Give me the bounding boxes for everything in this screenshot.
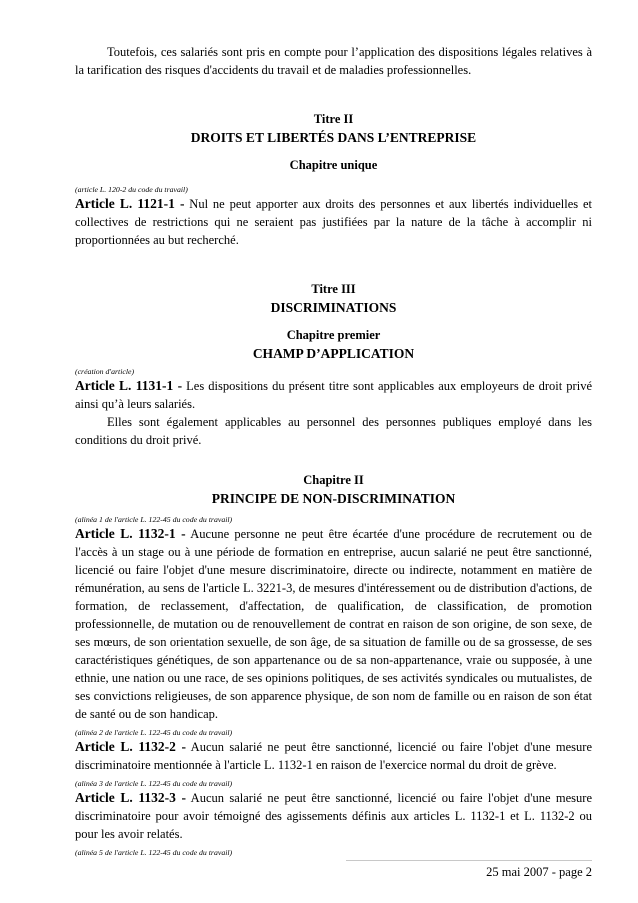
source-note: (alinéa 1 de l'article L. 122-45 du code du travail) — [75, 515, 233, 524]
chapitre-premier-name: CHAMP D’APPLICATION — [252, 346, 415, 361]
article-l1131-1-second-paragraph: Elles sont également applicables au personnel des personnes publiques employé dans les conditions du droit privé. — [75, 415, 592, 447]
article-l1132-3 — [75, 789, 592, 843]
chapitre-premier-label: Chapitre premier — [286, 328, 381, 342]
chapitre-ii-label: Chapitre II — [303, 473, 364, 487]
article-number: Article L. 1132-2 - — [75, 739, 186, 754]
article-number: Article L. 1131-1 - — [75, 378, 183, 393]
source-note: (alinéa 5 de l'article L. 122-45 du code du travail) — [75, 848, 233, 857]
article-number: Article L. 1132-1 - — [75, 526, 186, 541]
titre-iii-label: Titre III — [311, 282, 356, 296]
article-l1131-1 — [75, 377, 592, 413]
source-note: (création d'article) — [75, 367, 135, 376]
footer-divider — [346, 860, 592, 861]
article-body: Aucune personne ne peut être écartée d'une procédure de recrutement ou de l'accès à un stage ou à une période de formation en entreprise, aucun salarié ne peut être sanctionné, licencié ou faire l'objet d'une mesure discriminatoire, directe ou indirecte, notamment en matière de rémunération, au sens de l'article L. 3221-3, de mesures d'intéressement ou de distribution d'actions, de formation, de reclassement, d'affectation, de qualification, de classification, de promotion professionnelle, de mutation ou de renouvellement de contrat en raison de son origine, de son sexe, de ses mœurs, de son orientation sexuelle, de son âge, de sa situation de famille ou de sa grossesse, de ses caractéristiques génétiques, de son appartenance ou de sa non-appartenance, vraie ou supposée, à une ethnie, une nation ou une race, de ses opinions politiques, de ses activités syndicales ou mutualistes, de ses convictions religieuses, de son apparence physique, de son nom de famille ou en raison de son état de santé ou de son handicap. — [75, 527, 592, 721]
source-note: (alinéa 3 de l'article L. 122-45 du code du travail) — [75, 779, 233, 788]
article-l1132-1 — [75, 525, 592, 723]
article-body: Aucun salarié ne peut être sanctionné, licencié ou faire l'objet d'une mesure discriminatoire mentionnée à l'article L. 1132-1 en raison de l'exercice normal du droit de grève. — [75, 740, 592, 772]
article-number: Article L. 1132-3 - — [75, 790, 186, 805]
article-body: Les dispositions du présent titre sont applicables aux employeurs de droit privé ainsi qu’à leurs salariés. — [75, 379, 592, 411]
source-note: (alinéa 2 de l'article L. 122-45 du code du travail) — [75, 728, 233, 737]
article-body: Nul ne peut apporter aux droits des personnes et aux libertés individuelles et collectives de restrictions qui ne seraient pas justifiées par la nature de la tâche à accomplir ni proportionnées au but recherché. — [75, 197, 592, 247]
intro-paragraph: Toutefois, ces salariés sont pris en compte pour l’application des dispositions légales relatives à la tarification des risques d'accidents du travail et de maladies professionnelles. — [75, 45, 592, 77]
page-content — [75, 43, 592, 858]
chapitre-unique-heading: Chapitre unique — [289, 158, 378, 172]
article-number: Article L. 1121-1 - — [75, 196, 185, 211]
article-body: Aucun salarié ne peut être sanctionné, licencié ou faire l'objet d'une mesure discriminatoire pour avoir témoigné des agissements définis aux articles L. 1132-1 et L. 1132-2 ou pour les avoir relatés. — [75, 791, 592, 841]
source-note: (article L. 120-2 du code du travail) — [75, 185, 188, 194]
titre-ii-label: Titre II — [313, 112, 354, 126]
article-l1121-1 — [75, 195, 592, 249]
page-footer: 25 mai 2007 - page 2 — [486, 865, 592, 879]
titre-ii-name: DROITS ET LIBERTÉS DANS L’ENTREPRISE — [190, 130, 477, 145]
chapitre-ii-name: PRINCIPE DE NON-DISCRIMINATION — [211, 491, 456, 506]
titre-iii-name: DISCRIMINATIONS — [270, 300, 397, 315]
article-l1132-2 — [75, 738, 592, 774]
